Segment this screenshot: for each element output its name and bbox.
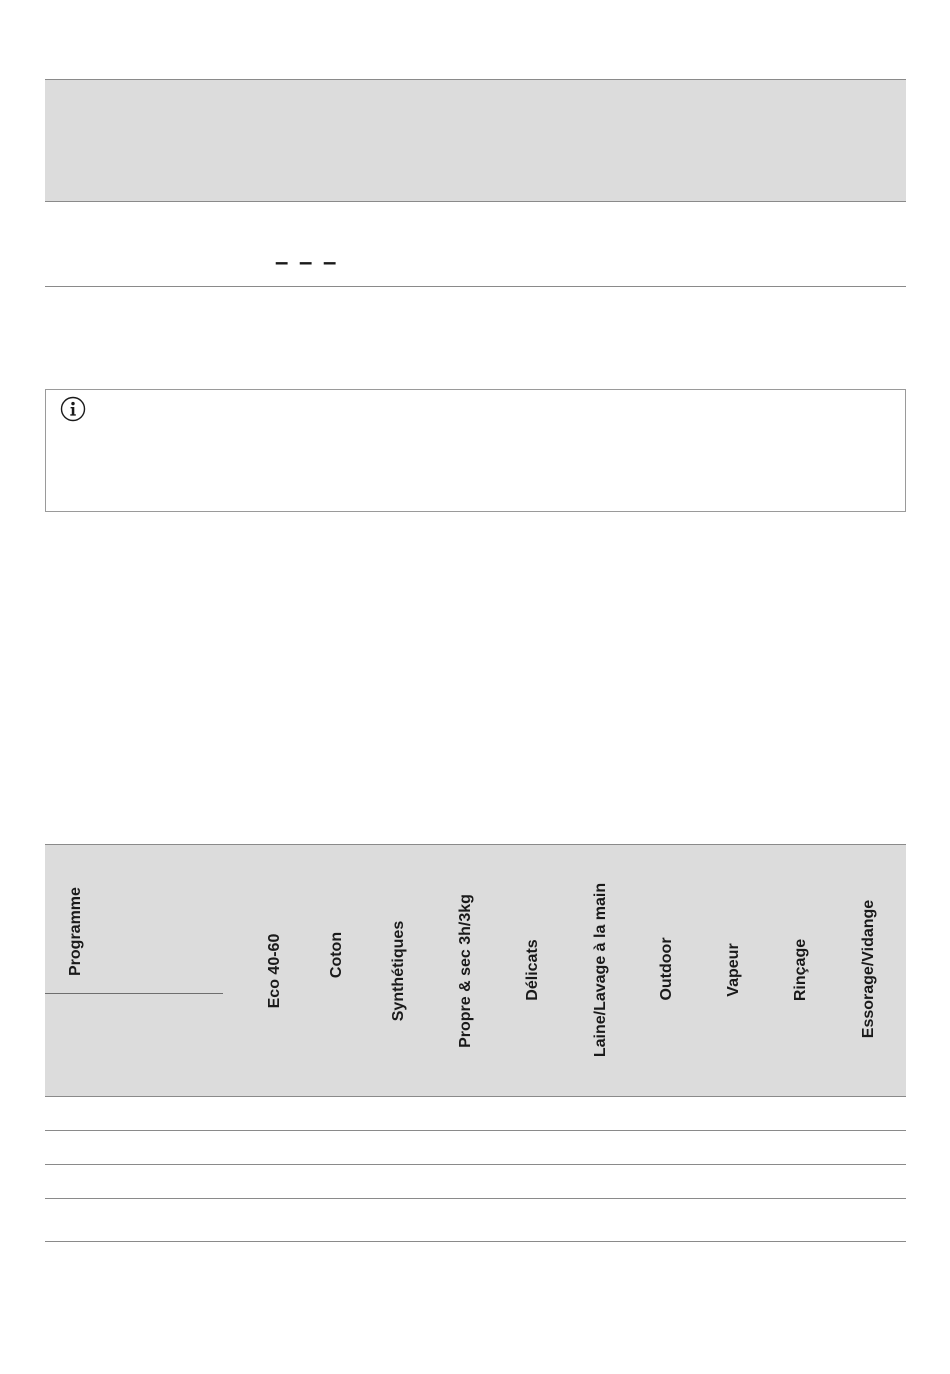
programme-table-row bbox=[45, 1241, 906, 1242]
programme-propre-sec: Propre & sec 3h/3kg bbox=[457, 894, 474, 1048]
programme-table-row bbox=[45, 1130, 906, 1131]
programme-essorage-vidange: Essorage/Vidange bbox=[860, 899, 877, 1039]
programme-synthetiques: Synthétiques bbox=[390, 920, 407, 1022]
programme-laine-lavage: Laine/Lavage à la main bbox=[592, 882, 609, 1058]
programme-table-row bbox=[45, 1164, 906, 1165]
programme-table-header bbox=[45, 844, 906, 1097]
programme-header-divider bbox=[45, 993, 223, 994]
programme-delicats: Délicats bbox=[524, 939, 541, 1001]
info-box bbox=[45, 389, 906, 512]
info-icon bbox=[60, 396, 86, 422]
top-table-row bbox=[45, 202, 906, 287]
top-table-header bbox=[45, 79, 906, 202]
programme-rincage: Rinçage bbox=[792, 938, 809, 1002]
top-table-value: – – – bbox=[275, 249, 339, 276]
programme-header-label: Programme bbox=[67, 887, 84, 976]
programme-coton: Coton bbox=[328, 931, 345, 979]
programme-outdoor: Outdoor bbox=[658, 937, 675, 1001]
programme-vapeur: Vapeur bbox=[725, 943, 742, 997]
programme-eco-40-60: Eco 40-60 bbox=[266, 933, 283, 1009]
programme-table-row bbox=[45, 1198, 906, 1199]
